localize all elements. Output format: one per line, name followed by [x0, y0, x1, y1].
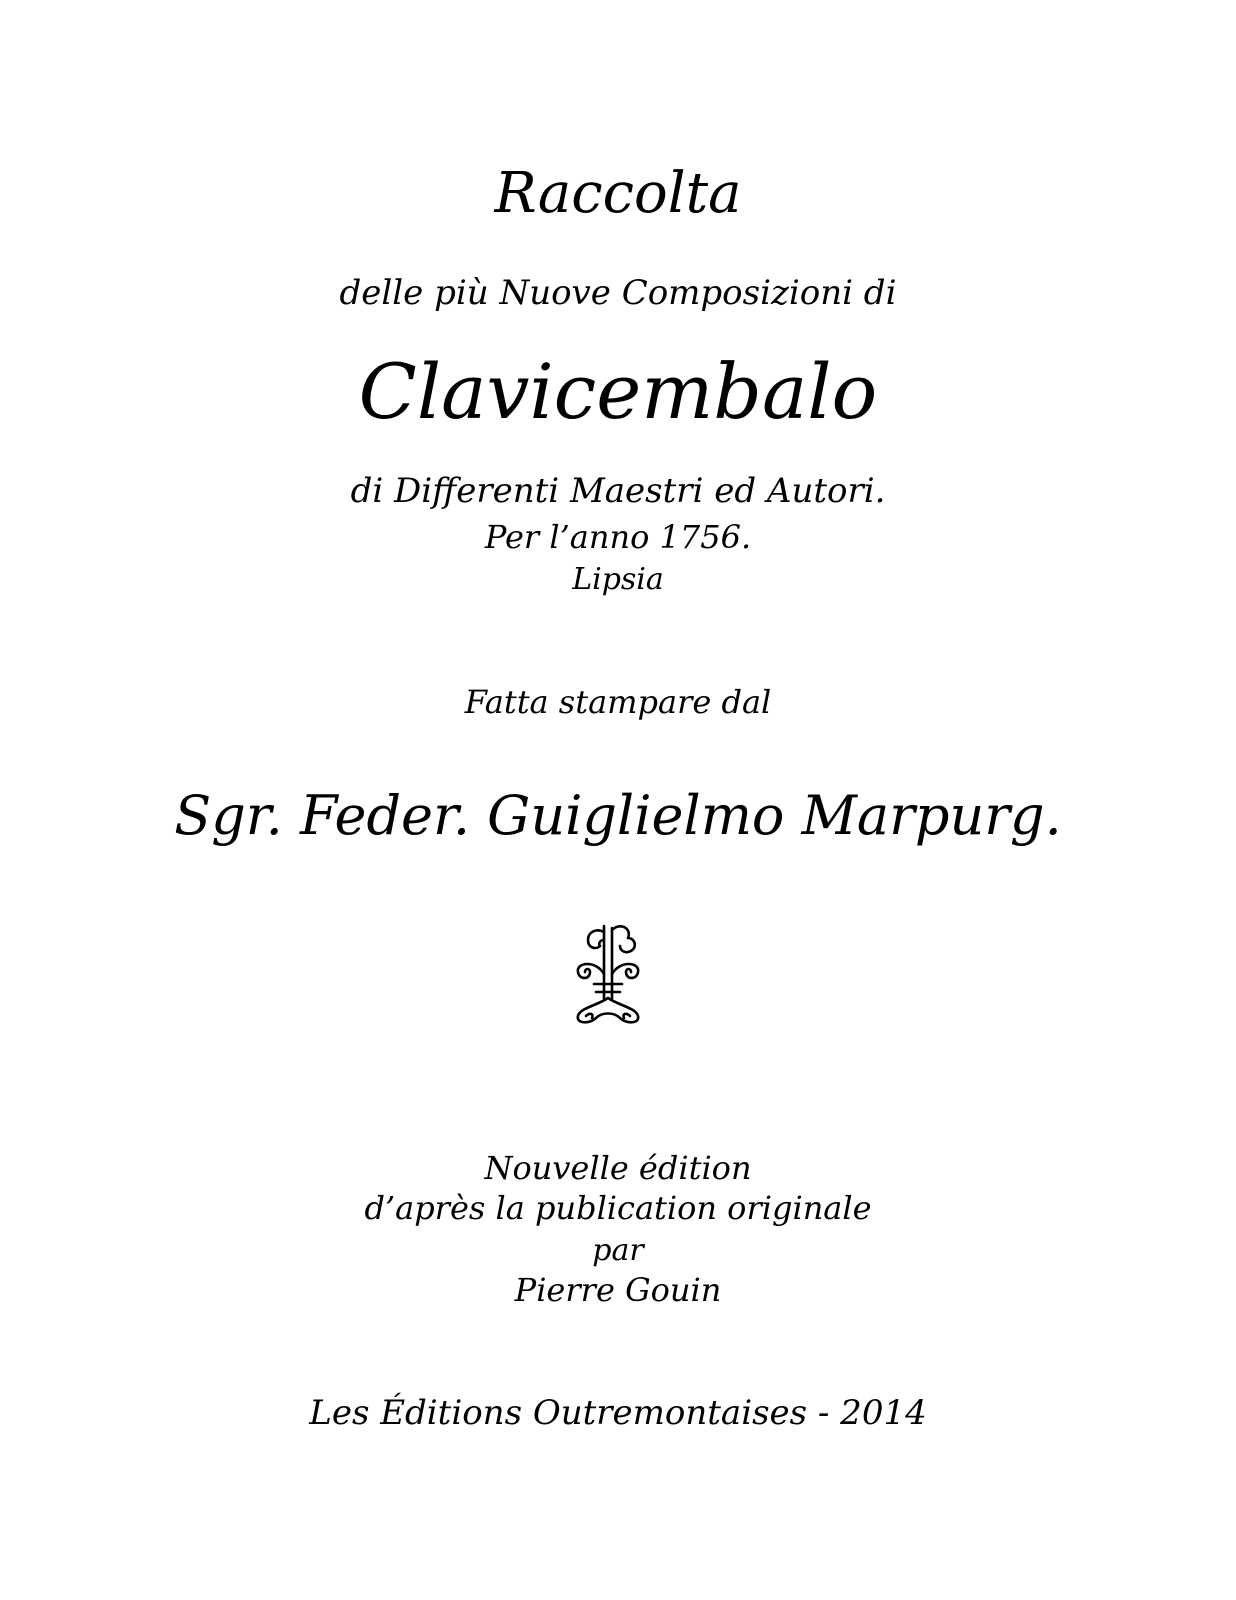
edition-line-1: Nouvelle édition: [484, 1149, 752, 1187]
collection-subtitle: delle più Nuove Composizioni di: [339, 273, 897, 313]
editor-name: Pierre Gouin: [514, 1271, 722, 1309]
edition-line-2: d’après la publication originale: [364, 1189, 872, 1227]
instrument-title: Clavicembalo: [358, 347, 878, 436]
edition-line-3: par: [592, 1233, 644, 1268]
collection-title: Raccolta: [494, 161, 742, 226]
place-line: Lipsia: [572, 562, 664, 597]
publisher-line: Les Éditions Outremontaises - 2014: [309, 1393, 927, 1433]
year-line: Per l’anno 1756.: [484, 518, 752, 556]
contributors-line: di Differenti Maestri ed Autori.: [350, 471, 886, 511]
author-name: Sgr. Feder. Guiglielmo Marpurg.: [174, 784, 1062, 847]
printed-by-line: Fatta stampare dal: [464, 683, 772, 721]
lyre-ornament-icon: [566, 918, 650, 1028]
